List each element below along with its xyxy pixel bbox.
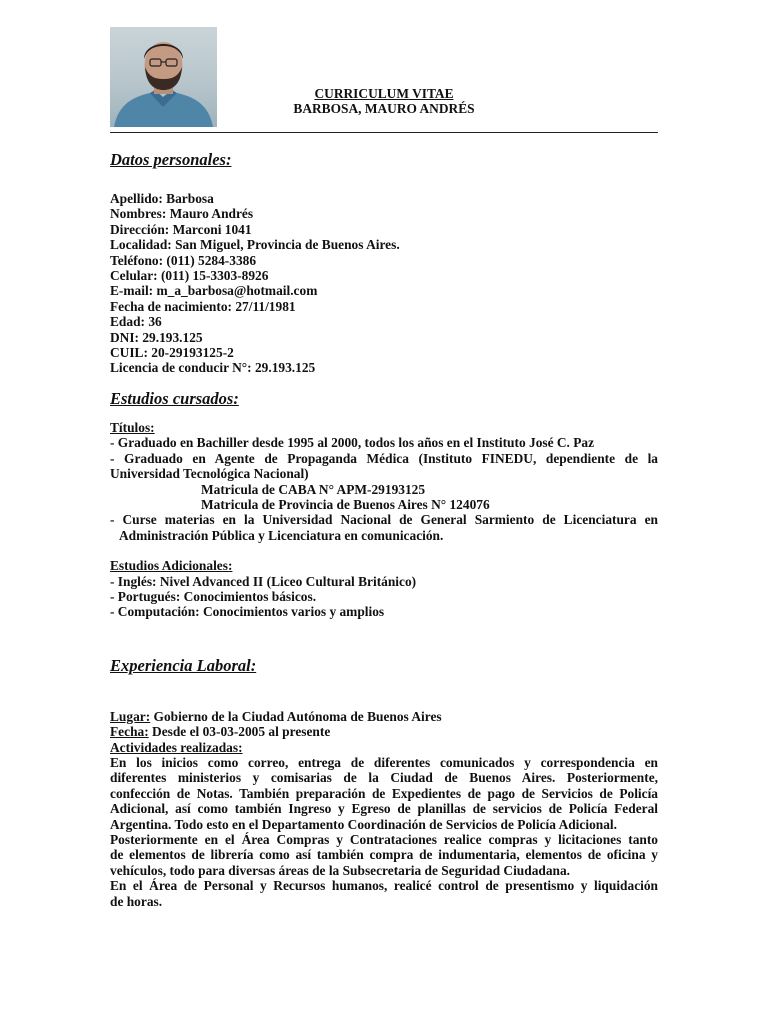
experience-activities-label: Actividades realizadas: [110,739,243,755]
experience-activities-text [110,755,658,909]
activities-line: vehículos, todo para diversas áreas de la Subsecretaria de Seguridad Ciudadana. [110,862,571,878]
personal-line-surname: Apellido: Barbosa [110,191,214,206]
experience-heading: Experiencia Laboral: [110,655,257,675]
cv-body [110,150,658,909]
personal-data-list [110,191,658,376]
experience-place [110,709,658,724]
cv-header [110,86,658,116]
activities-line: de horas. [110,893,163,909]
title-item-propaganda-line1: - Graduado en Agente de Propaganda Médica (Instituto FINEDU, dependiente de la [110,450,658,466]
title-item-unsgs-line2: Administración Pública y Licenciatura en comunicación. [119,527,444,543]
personal-line-locality: Localidad: San Miguel, Provincia de Buenos Aires. [110,237,400,253]
personal-data-heading: Datos personales: [110,150,232,169]
activities-line: de elementos de librería como así también compra de indumentaria, elementos de oficina y [110,847,658,863]
personal-line-email: E-mail: m_a_barbosa@hotmail.com [110,283,318,299]
activities-line: Argentina. Todo esto en el Departamento Coordinación de Servicios de Policía Adicional. [110,816,617,832]
activities-line: En el Área de Personal y Recursos humanos, realicé control de presentismo y liquidación [110,878,658,894]
additional-computing: - Computación: Conocimientos varios y amplios [110,604,385,620]
activities-line: confección de Notas. También preparación de Expedientes de pago de Servicios de Policía [110,785,658,801]
activities-line: Adicional, así como también Ingreso y Egreso de planillas de servicios de Policía Federal [110,801,658,817]
experience-date-label: Fecha: [110,724,149,740]
experience-date-value: Desde el 03-03-2005 al presente [148,724,331,740]
activities-line: diferentes ministerios y comisarias de la Ciudad de Buenos Aires. Posteriormente, [110,770,658,786]
personal-line-names: Nombres: Mauro Andrés [110,206,254,222]
experience-place-label: Lugar: [110,708,151,724]
activities-line: Posteriormente en el Área Compras y Contrataciones realice compras y licitaciones tanto [110,832,658,847]
personal-line-phone: Teléfono: (011) 5284-3386 [110,252,257,268]
personal-line-license: Licencia de conducir N°: 29.193.125 [110,360,316,376]
header-divider [110,132,658,133]
personal-line-age: Edad: 36 [110,314,162,330]
matricula-provincia: Matricula de Provincia de Buenos Aires N° 124076 [201,496,490,512]
personal-line-mobile: Celular: (011) 15-3303-8926 [110,268,269,284]
activities-line: En los inicios como correo, entrega de diferentes comunicados y correspondencia en [110,754,658,770]
document-title: CURRICULUM VITAE [314,86,454,101]
personal-line-cuil: CUIL: 20-29193125-2 [110,345,234,361]
matricula-caba: Matricula de CABA N° APM-29193125 [201,481,426,497]
additional-english: - Inglés: Nivel Advanced II (Liceo Cultural Británico) [110,573,417,589]
experience-date [110,724,658,739]
personal-line-birthdate: Fecha de nacimiento: 27/11/1981 [110,298,296,314]
experience-place-value: Gobierno de la Ciudad Autónoma de Buenos Aires [150,708,442,724]
titles-label: Títulos: [110,419,155,435]
personal-line-address: Dirección: Marconi 1041 [110,221,252,237]
title-item-bachiller: - Graduado en Bachiller desde 1995 al 2000, todos los años en el Instituto José C. Paz [110,435,595,451]
person-name: BARBOSA, MAURO ANDRÉS [293,101,475,116]
title-item-propaganda-line2: Universidad Tecnológica Nacional) [110,466,309,482]
additional-studies-label: Estudios Adicionales: [110,558,233,574]
title-item-unsgs-line1: - Curse materias en la Universidad Nacional de General Sarmiento de Licenciatura en [110,512,658,528]
additional-portuguese: - Portugués: Conocimientos básicos. [110,588,317,604]
studies-heading: Estudios cursados: [110,388,239,408]
personal-line-dni: DNI: 29.193.125 [110,329,203,345]
